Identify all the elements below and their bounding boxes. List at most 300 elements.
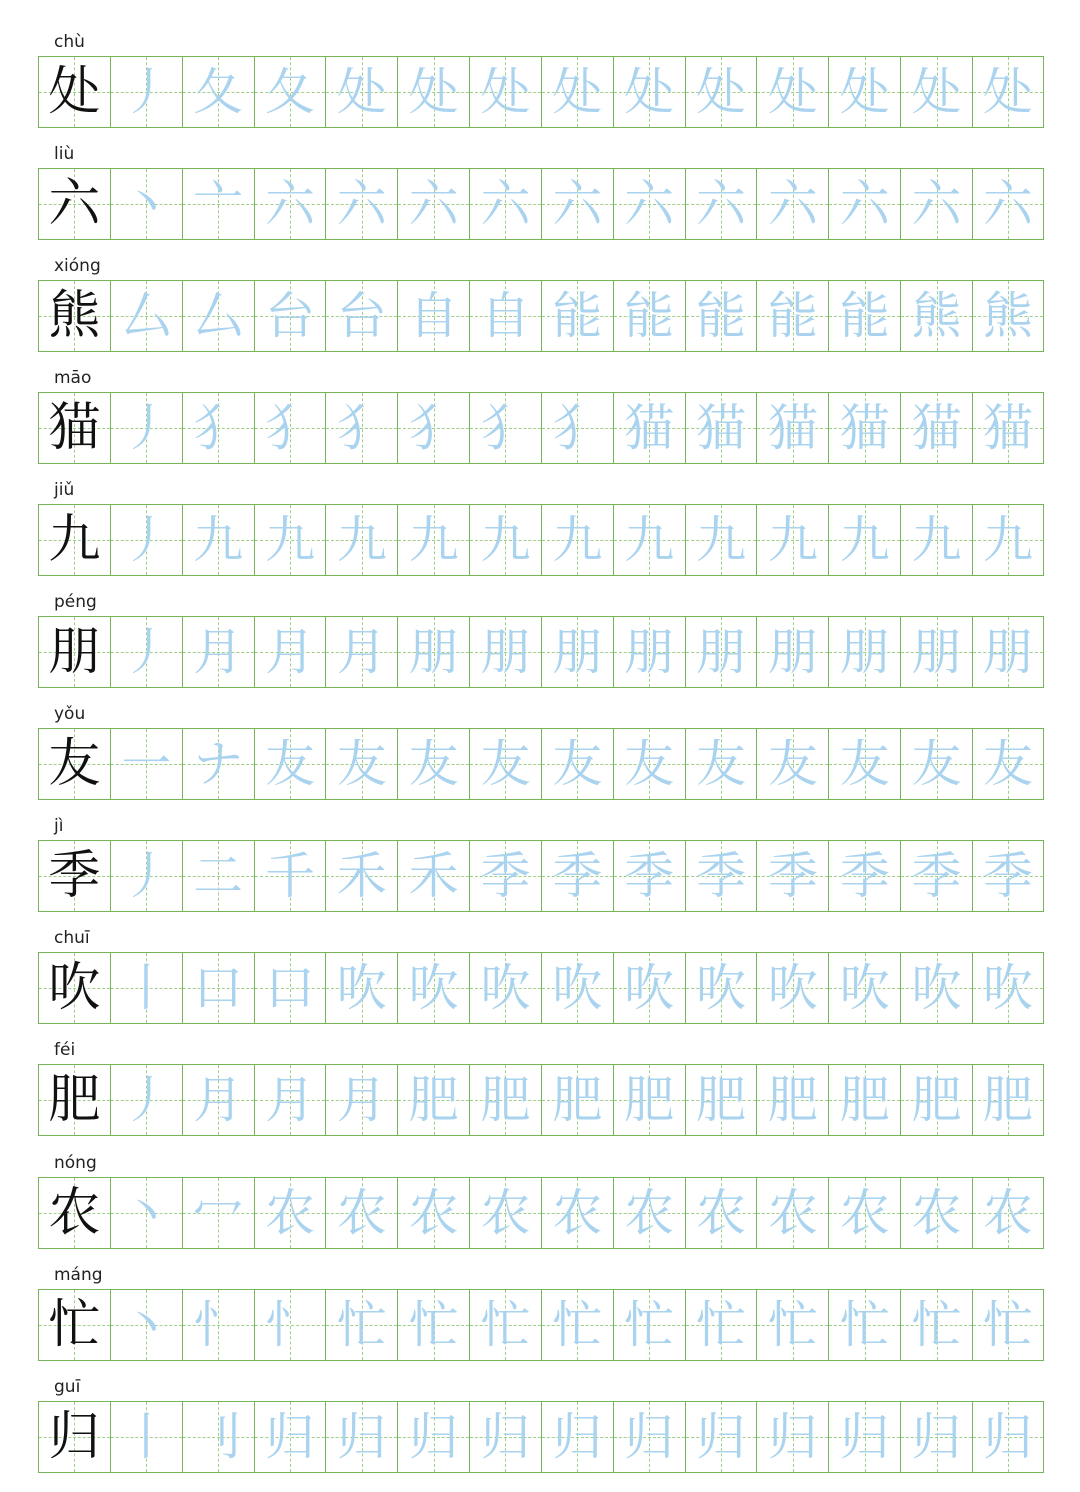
- pinyin-label: nóng: [54, 1152, 97, 1173]
- stroke-step-glyph: 忙: [480, 1295, 531, 1354]
- stroke-step-glyph: 六: [408, 175, 459, 234]
- stroke-step-cell: [110, 729, 182, 799]
- stroke-step-glyph: 肥: [624, 1071, 675, 1130]
- main-character: 吹: [48, 958, 101, 1019]
- stroke-step-glyph: 肥: [911, 1071, 962, 1130]
- stroke-step-cell: [613, 729, 685, 799]
- stroke-step-glyph: 朋: [552, 623, 603, 682]
- stroke-step-glyph: 口: [193, 959, 244, 1018]
- stroke-step-cell: [756, 841, 828, 911]
- stroke-step-glyph: 归: [696, 1407, 747, 1466]
- char-row: [38, 30, 1044, 142]
- stroke-step-cell: [182, 393, 254, 463]
- main-char-cell: [38, 617, 110, 687]
- stroke-step-cell: [972, 505, 1044, 575]
- stroke-step-cell: [397, 393, 469, 463]
- stroke-step-cell: [900, 1065, 972, 1135]
- stroke-step-cell: [685, 393, 757, 463]
- main-character: 农: [48, 1182, 101, 1243]
- grid-row: [38, 1289, 1044, 1361]
- stroke-step-glyph: 农: [911, 1183, 962, 1242]
- stroke-step-glyph: 归: [911, 1407, 962, 1466]
- stroke-step-cell: [110, 617, 182, 687]
- stroke-step-glyph: 处: [336, 63, 387, 121]
- stroke-step-cell: [397, 1290, 469, 1360]
- stroke-step-glyph: 吹: [480, 959, 531, 1018]
- pinyin-label: liù: [54, 144, 75, 165]
- stroke-step-cell: [254, 57, 326, 127]
- stroke-step-glyph: 猫: [767, 399, 818, 458]
- stroke-step-cell: [685, 169, 757, 239]
- stroke-step-cell: [469, 1290, 541, 1360]
- stroke-step-glyph: 忙: [624, 1295, 675, 1354]
- stroke-step-cell: [541, 505, 613, 575]
- stroke-step-glyph: 犭: [408, 399, 459, 458]
- stroke-step-glyph: 忙: [767, 1295, 818, 1354]
- stroke-step-glyph: 肥: [767, 1071, 818, 1130]
- stroke-step-cell: [613, 1290, 685, 1360]
- stroke-step-cell: [469, 953, 541, 1023]
- stroke-step-glyph: 九: [911, 511, 962, 570]
- stroke-step-glyph: 友: [696, 735, 747, 794]
- stroke-step-cell: [541, 729, 613, 799]
- stroke-step-cell: [756, 281, 828, 351]
- main-char-cell: [38, 169, 110, 239]
- stroke-step-glyph: 吹: [911, 959, 962, 1018]
- stroke-step-glyph: 吹: [408, 959, 459, 1018]
- stroke-step-glyph: 禾: [408, 847, 459, 906]
- main-character: 六: [48, 174, 101, 235]
- stroke-step-glyph: 月: [336, 623, 387, 682]
- stroke-step-cell: [541, 617, 613, 687]
- stroke-step-glyph: 农: [408, 1183, 459, 1242]
- main-character: 九: [48, 510, 101, 571]
- stroke-step-glyph: 处: [408, 63, 459, 121]
- stroke-step-cell: [828, 281, 900, 351]
- stroke-step-cell: [469, 281, 541, 351]
- stroke-step-glyph: 丶: [121, 1183, 172, 1242]
- stroke-step-cell: [756, 505, 828, 575]
- stroke-step-glyph: 吹: [839, 959, 890, 1018]
- stroke-step-cell: [397, 953, 469, 1023]
- stroke-step-cell: [900, 505, 972, 575]
- stroke-step-glyph: 忙: [696, 1295, 747, 1354]
- stroke-step-cell: [325, 169, 397, 239]
- main-character: 忙: [48, 1294, 101, 1355]
- stroke-step-cell: [182, 841, 254, 911]
- stroke-step-glyph: 九: [767, 511, 818, 570]
- pinyin-label: péng: [54, 592, 97, 613]
- stroke-step-cell: [541, 1402, 613, 1472]
- stroke-step-cell: [972, 841, 1044, 911]
- main-character: 季: [48, 846, 101, 907]
- stroke-step-glyph: 能: [767, 287, 818, 346]
- stroke-step-cell: [469, 169, 541, 239]
- stroke-step-cell: [541, 57, 613, 127]
- stroke-step-cell: [900, 1290, 972, 1360]
- stroke-step-cell: [182, 505, 254, 575]
- stroke-step-cell: [110, 505, 182, 575]
- char-row: [38, 478, 1044, 590]
- stroke-step-cell: [972, 1402, 1044, 1472]
- main-char-cell: [38, 57, 110, 127]
- stroke-step-glyph: 九: [336, 511, 387, 570]
- stroke-step-glyph: 友: [552, 735, 603, 794]
- stroke-step-cell: [182, 953, 254, 1023]
- stroke-step-glyph: 丿: [121, 511, 172, 570]
- stroke-step-glyph: 丨: [121, 1407, 172, 1466]
- stroke-step-cell: [254, 505, 326, 575]
- stroke-step-glyph: 九: [480, 511, 531, 570]
- grid-row: [38, 280, 1044, 352]
- stroke-step-glyph: 农: [982, 1183, 1033, 1242]
- stroke-step-glyph: 季: [624, 847, 675, 906]
- stroke-step-glyph: 九: [839, 511, 890, 570]
- main-character: 肥: [48, 1070, 101, 1131]
- stroke-step-cell: [900, 841, 972, 911]
- stroke-step-cell: [541, 169, 613, 239]
- stroke-step-cell: [613, 1178, 685, 1248]
- stroke-step-cell: [685, 1402, 757, 1472]
- stroke-step-cell: [110, 1402, 182, 1472]
- stroke-step-glyph: 九: [193, 511, 244, 570]
- stroke-step-cell: [613, 57, 685, 127]
- stroke-step-glyph: 季: [767, 847, 818, 906]
- stroke-step-cell: [828, 617, 900, 687]
- stroke-step-glyph: 友: [408, 735, 459, 794]
- stroke-step-glyph: ナ: [193, 735, 244, 794]
- stroke-step-glyph: 猫: [982, 399, 1033, 458]
- stroke-step-cell: [756, 729, 828, 799]
- stroke-step-glyph: 归: [336, 1407, 387, 1466]
- main-char-cell: [38, 505, 110, 575]
- grid-row: [38, 56, 1044, 128]
- main-char-cell: [38, 1402, 110, 1472]
- stroke-step-glyph: 肥: [480, 1071, 531, 1130]
- stroke-step-glyph: 一: [121, 735, 172, 794]
- stroke-step-glyph: 丿: [121, 847, 172, 906]
- stroke-step-cell: [828, 953, 900, 1023]
- stroke-step-glyph: 六: [336, 175, 387, 234]
- stroke-step-glyph: 季: [480, 847, 531, 906]
- stroke-step-glyph: 熊: [982, 287, 1033, 346]
- stroke-step-cell: [900, 729, 972, 799]
- stroke-step-cell: [397, 729, 469, 799]
- stroke-step-cell: [254, 169, 326, 239]
- stroke-step-cell: [110, 1290, 182, 1360]
- stroke-step-cell: [110, 841, 182, 911]
- grid-row: [38, 616, 1044, 688]
- main-char-cell: [38, 1178, 110, 1248]
- stroke-step-cell: [469, 729, 541, 799]
- stroke-step-cell: [110, 1178, 182, 1248]
- pinyin-label: guī: [54, 1376, 81, 1397]
- stroke-step-cell: [469, 505, 541, 575]
- stroke-step-cell: [828, 505, 900, 575]
- stroke-step-glyph: 熊: [911, 287, 962, 346]
- stroke-step-glyph: 九: [982, 511, 1033, 570]
- main-char-cell: [38, 1065, 110, 1135]
- stroke-step-cell: [828, 393, 900, 463]
- stroke-step-cell: [469, 57, 541, 127]
- stroke-step-glyph: 季: [696, 847, 747, 906]
- stroke-step-glyph: 吹: [624, 959, 675, 1018]
- stroke-step-glyph: 丿: [121, 399, 172, 458]
- stroke-step-glyph: 朋: [839, 623, 890, 682]
- stroke-step-cell: [541, 281, 613, 351]
- stroke-step-cell: [397, 169, 469, 239]
- main-char-cell: [38, 729, 110, 799]
- stroke-step-cell: [756, 57, 828, 127]
- stroke-step-glyph: 月: [193, 623, 244, 682]
- stroke-step-cell: [972, 1178, 1044, 1248]
- stroke-step-glyph: 肥: [839, 1071, 890, 1130]
- stroke-step-cell: [182, 1065, 254, 1135]
- stroke-step-cell: [685, 1178, 757, 1248]
- grid-row: [38, 1064, 1044, 1136]
- stroke-step-cell: [469, 1178, 541, 1248]
- stroke-step-glyph: 季: [982, 847, 1033, 906]
- stroke-step-glyph: 朋: [767, 623, 818, 682]
- grid-row: [38, 728, 1044, 800]
- stroke-step-cell: [325, 841, 397, 911]
- stroke-step-cell: [972, 1290, 1044, 1360]
- stroke-step-cell: [397, 505, 469, 575]
- char-row: [38, 1263, 1044, 1375]
- stroke-step-cell: [972, 729, 1044, 799]
- stroke-step-cell: [254, 953, 326, 1023]
- stroke-step-glyph: 九: [552, 511, 603, 570]
- stroke-step-cell: [325, 729, 397, 799]
- stroke-step-glyph: 归: [552, 1407, 603, 1466]
- stroke-step-cell: [397, 617, 469, 687]
- stroke-step-cell: [828, 729, 900, 799]
- stroke-step-glyph: 忙: [408, 1295, 459, 1354]
- main-character: 归: [48, 1406, 101, 1467]
- stroke-step-cell: [541, 841, 613, 911]
- stroke-step-cell: [972, 169, 1044, 239]
- stroke-step-glyph: 处: [911, 63, 962, 121]
- stroke-step-glyph: 朋: [982, 623, 1033, 682]
- main-char-cell: [38, 1290, 110, 1360]
- main-char-cell: [38, 281, 110, 351]
- stroke-step-cell: [110, 1065, 182, 1135]
- stroke-step-cell: [397, 1065, 469, 1135]
- stroke-step-glyph: 六: [767, 175, 818, 234]
- stroke-step-glyph: 农: [696, 1183, 747, 1242]
- stroke-step-cell: [254, 841, 326, 911]
- stroke-step-cell: [972, 281, 1044, 351]
- stroke-step-cell: [613, 169, 685, 239]
- stroke-step-cell: [685, 617, 757, 687]
- stroke-step-cell: [685, 841, 757, 911]
- stroke-step-glyph: 月: [193, 1071, 244, 1130]
- stroke-step-glyph: 丿: [121, 63, 172, 121]
- stroke-step-glyph: 自: [408, 287, 459, 346]
- stroke-step-cell: [972, 393, 1044, 463]
- stroke-step-glyph: 口: [264, 959, 315, 1018]
- pinyin-label: féi: [54, 1040, 76, 1061]
- stroke-step-glyph: 友: [264, 735, 315, 794]
- stroke-step-cell: [828, 169, 900, 239]
- stroke-step-cell: [685, 281, 757, 351]
- stroke-step-glyph: 处: [624, 63, 675, 121]
- stroke-step-glyph: 吹: [552, 959, 603, 1018]
- stroke-step-glyph: 六: [982, 175, 1033, 234]
- grid-row: [38, 1177, 1044, 1249]
- stroke-step-cell: [110, 169, 182, 239]
- stroke-step-cell: [685, 57, 757, 127]
- stroke-step-cell: [325, 281, 397, 351]
- grid-row: [38, 840, 1044, 912]
- stroke-step-glyph: 处: [552, 63, 603, 121]
- stroke-step-glyph: 朋: [624, 623, 675, 682]
- stroke-step-glyph: 忙: [336, 1295, 387, 1354]
- stroke-step-glyph: 农: [480, 1183, 531, 1242]
- stroke-step-cell: [182, 1402, 254, 1472]
- stroke-step-glyph: 友: [480, 735, 531, 794]
- stroke-step-glyph: 农: [552, 1183, 603, 1242]
- stroke-step-glyph: 九: [696, 511, 747, 570]
- stroke-step-glyph: 丶: [121, 175, 172, 234]
- pinyin-label: chuī: [54, 928, 90, 949]
- stroke-step-glyph: 九: [264, 511, 315, 570]
- stroke-step-cell: [756, 953, 828, 1023]
- stroke-step-cell: [182, 729, 254, 799]
- stroke-step-glyph: 处: [767, 63, 818, 121]
- stroke-step-cell: [182, 1290, 254, 1360]
- stroke-step-cell: [469, 617, 541, 687]
- stroke-step-glyph: 处: [696, 63, 747, 121]
- stroke-step-cell: [254, 1402, 326, 1472]
- stroke-step-cell: [685, 1290, 757, 1360]
- grid-row: [38, 168, 1044, 240]
- stroke-step-glyph: 肥: [552, 1071, 603, 1130]
- stroke-step-glyph: 吹: [767, 959, 818, 1018]
- char-row: [38, 254, 1044, 366]
- stroke-step-cell: [325, 1402, 397, 1472]
- stroke-step-cell: [900, 1178, 972, 1248]
- stroke-step-glyph: 季: [552, 847, 603, 906]
- stroke-step-cell: [756, 1402, 828, 1472]
- char-row: [38, 590, 1044, 702]
- stroke-step-glyph: 台: [336, 287, 387, 346]
- grid-row: [38, 952, 1044, 1024]
- stroke-step-cell: [972, 617, 1044, 687]
- stroke-step-glyph: 丿: [121, 623, 172, 682]
- stroke-step-cell: [541, 1290, 613, 1360]
- stroke-step-glyph: 亠: [193, 175, 244, 234]
- stroke-step-cell: [541, 393, 613, 463]
- main-character: 熊: [48, 286, 101, 347]
- stroke-step-glyph: 丿: [121, 1071, 172, 1130]
- stroke-step-glyph: 忄: [193, 1295, 244, 1354]
- stroke-step-cell: [613, 505, 685, 575]
- char-row: [38, 926, 1044, 1038]
- stroke-step-glyph: 忙: [982, 1295, 1033, 1354]
- stroke-step-glyph: 处: [480, 63, 531, 121]
- stroke-step-glyph: 丶: [121, 1295, 172, 1354]
- stroke-step-glyph: 月: [336, 1071, 387, 1130]
- grid-row: [38, 392, 1044, 464]
- stroke-step-cell: [110, 953, 182, 1023]
- pinyin-label: xióng: [54, 256, 101, 277]
- stroke-step-cell: [325, 57, 397, 127]
- stroke-step-cell: [325, 1065, 397, 1135]
- stroke-step-glyph: 夂: [264, 63, 315, 121]
- stroke-step-cell: [685, 953, 757, 1023]
- stroke-step-cell: [110, 393, 182, 463]
- stroke-step-cell: [972, 953, 1044, 1023]
- stroke-step-cell: [254, 729, 326, 799]
- stroke-step-cell: [613, 617, 685, 687]
- stroke-step-cell: [397, 1402, 469, 1472]
- stroke-step-glyph: 刂: [193, 1407, 244, 1466]
- char-row: [38, 1375, 1044, 1487]
- stroke-step-cell: [254, 281, 326, 351]
- stroke-step-glyph: 归: [624, 1407, 675, 1466]
- stroke-step-glyph: 能: [624, 287, 675, 346]
- stroke-step-glyph: 能: [696, 287, 747, 346]
- stroke-step-cell: [613, 841, 685, 911]
- stroke-step-glyph: 犭: [264, 399, 315, 458]
- stroke-step-glyph: 厶: [121, 287, 172, 346]
- stroke-step-cell: [325, 1178, 397, 1248]
- stroke-step-glyph: 友: [839, 735, 890, 794]
- stroke-step-cell: [900, 57, 972, 127]
- stroke-step-glyph: 朋: [408, 623, 459, 682]
- stroke-step-cell: [325, 393, 397, 463]
- pinyin-label: māo: [54, 368, 92, 389]
- stroke-step-glyph: 六: [264, 175, 315, 234]
- stroke-step-cell: [828, 1178, 900, 1248]
- stroke-step-cell: [469, 393, 541, 463]
- stroke-step-glyph: 友: [767, 735, 818, 794]
- stroke-step-glyph: 能: [839, 287, 890, 346]
- stroke-step-glyph: 台: [264, 287, 315, 346]
- stroke-step-cell: [756, 1178, 828, 1248]
- stroke-step-cell: [182, 169, 254, 239]
- stroke-step-cell: [254, 617, 326, 687]
- stroke-step-glyph: 九: [408, 511, 459, 570]
- stroke-step-cell: [110, 281, 182, 351]
- stroke-step-cell: [685, 505, 757, 575]
- stroke-step-glyph: 归: [480, 1407, 531, 1466]
- stroke-step-glyph: 六: [624, 175, 675, 234]
- stroke-step-cell: [756, 169, 828, 239]
- stroke-step-cell: [541, 953, 613, 1023]
- char-row: [38, 142, 1044, 254]
- char-row: [38, 702, 1044, 814]
- stroke-step-glyph: 猫: [624, 399, 675, 458]
- stroke-step-glyph: 朋: [480, 623, 531, 682]
- stroke-step-glyph: 季: [839, 847, 890, 906]
- stroke-step-glyph: 季: [911, 847, 962, 906]
- stroke-step-glyph: 农: [839, 1183, 890, 1242]
- main-character: 友: [48, 734, 101, 795]
- stroke-step-cell: [397, 57, 469, 127]
- stroke-step-glyph: 六: [911, 175, 962, 234]
- stroke-step-glyph: 吹: [336, 959, 387, 1018]
- stroke-step-glyph: 禾: [336, 847, 387, 906]
- main-character: 处: [48, 62, 101, 122]
- stroke-step-cell: [541, 1178, 613, 1248]
- stroke-step-cell: [397, 1178, 469, 1248]
- stroke-step-glyph: 肥: [982, 1071, 1033, 1130]
- stroke-step-cell: [541, 1065, 613, 1135]
- stroke-step-cell: [254, 1178, 326, 1248]
- stroke-step-glyph: 犭: [552, 399, 603, 458]
